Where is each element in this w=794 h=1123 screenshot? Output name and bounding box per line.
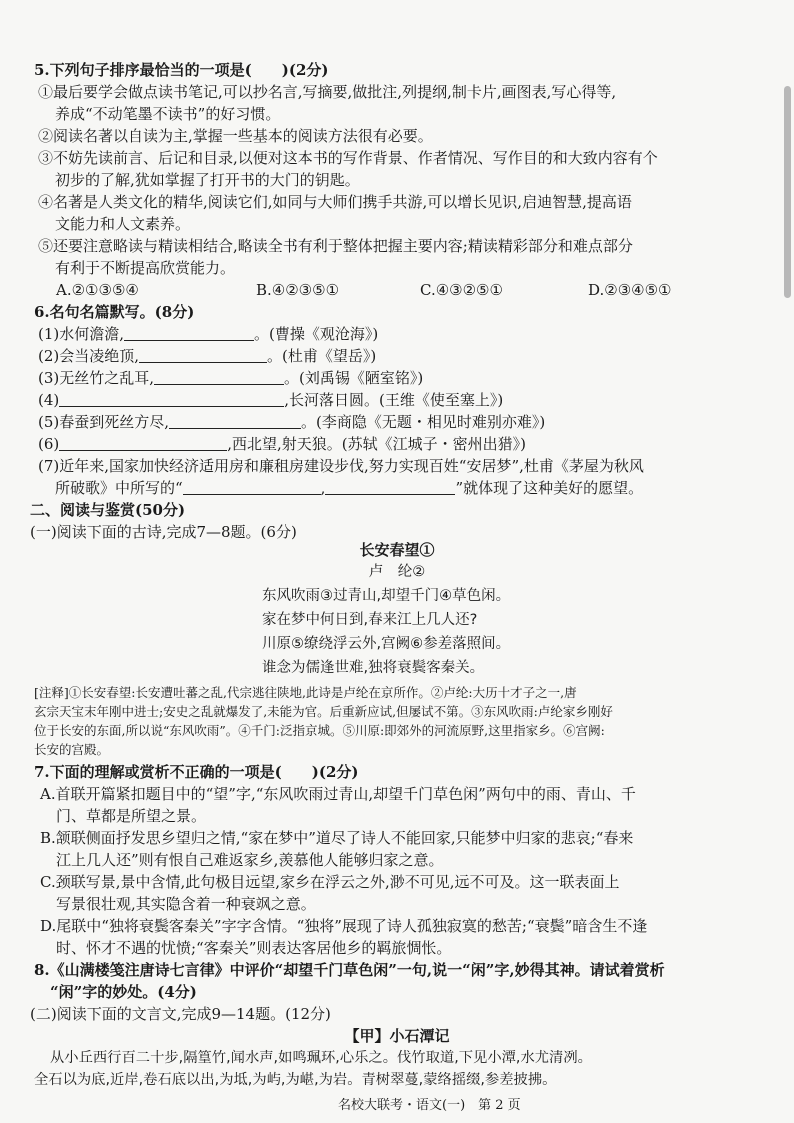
poem-note-1: [注释]①长安春望:长安遭吐蕃之乱,代宗逃往陕地,此诗是卢纶在京所作。②卢纶:大历十才子之一,唐 [34, 685, 577, 700]
q7-option-c-cont: 写景很壮观,其实隐含着一种衰飒之意。 [56, 895, 316, 913]
q7-option-a: A.首联开篇紧扣题目中的“望”字,“东风吹雨过青山,却望千门草色闲”两句中的雨、青山、千 [40, 785, 636, 803]
prose-line-1: 从小丘西行百二十步,隔篁竹,闻水声,如鸣珮环,心乐之。伐竹取道,下见小潭,水尤清冽。 [50, 1050, 592, 1066]
q7-option-a-cont: 门、草都是所望之景。 [56, 807, 207, 825]
q6-item-7-blank-1[interactable] [183, 479, 321, 495]
q6-item-6-prefix: (6) [38, 435, 60, 453]
q7-stem: 7.下面的理解或赏析不正确的一项是( )(2分) [34, 763, 359, 781]
q5-option-a: A.②①③⑤④ [56, 281, 139, 299]
q6-item-3-blank[interactable] [154, 369, 284, 385]
q6-item-3-prefix: (3)无丝竹之乱耳, [38, 369, 155, 387]
poem-title: 长安春望① [359, 541, 435, 559]
prose-title: 【甲】小石潭记 [344, 1027, 450, 1045]
part-2-heading: (二)阅读下面的文言文,完成9—14题。(12分) [30, 1005, 331, 1023]
q6-item-7-cont [55, 478, 643, 498]
q5-sentence-3: ③不妨先读前言、后记和目录,以便对这本书的写作背景、作者情况、写作目的和大致内容有个 [38, 149, 658, 167]
q5-sentence-1-cont: 养成“不动笔墨不读书”的好习惯。 [55, 105, 281, 123]
q6-item-2-suffix: 。(杜甫《望岳》) [267, 347, 377, 365]
q6-item-1-blank[interactable] [124, 325, 254, 341]
q6-item-7-quote-open: 所破歌》中所写的“ [55, 479, 183, 497]
q5-option-c: C.④③②⑤① [420, 281, 503, 299]
q6-item-6-suffix: ,西北望,射天狼。(苏轼《江城子・密州出猎》) [227, 435, 526, 453]
q6-item-7-quote-close: ”就体现了这种美好的愿望。 [455, 479, 644, 497]
poem-note-4: 长安的宫殿。 [34, 742, 110, 757]
q6-stem: 6.名句名篇默写。(8分) [34, 303, 195, 321]
poem-note-3: 位于长安的东面,所以说“东风吹雨”。④千门:泛指京城。⑤川原:即郊外的河流原野,这里指家乡。⑥宫阙: [34, 723, 605, 738]
page-footer: 名校大联考・语文(一) 第 2 页 [338, 1098, 521, 1113]
q5-option-d: D.②③④⑤① [588, 281, 672, 299]
q5-sentence-2: ②阅读名著以自读为主,掌握一些基本的阅读方法很有必要。 [38, 127, 433, 145]
q5-sentence-4-cont: 文能力和人文素养。 [55, 215, 191, 233]
q6-item-3-suffix: 。(刘禹锡《陋室铭》) [284, 369, 424, 387]
q7-option-b: B.颔联侧面抒发思乡望归之情,“家在梦中”道尽了诗人不能回家,只能梦中归家的悲哀;“春来 [40, 829, 634, 847]
poem-line-2: 家在梦中何日到,春来江上几人还? [262, 612, 478, 628]
q6-item-4-suffix: ,长河落日圆。(王维《使至塞上》) [284, 391, 504, 409]
prose-line-2: 全石以为底,近岸,卷石底以出,为坻,为屿,为嵁,为岩。青树翠蔓,蒙络摇缀,参差披拂。 [34, 1072, 557, 1088]
q6-item-2-blank[interactable] [139, 347, 267, 363]
poem-line-3: 川原⑤缭绕浮云外,宫阙⑥参差落照间。 [262, 636, 511, 652]
section-2-heading: 二、阅读与鉴赏(50分) [30, 501, 186, 519]
q5-sentence-4: ④名著是人类文化的精华,阅读它们,如同与大师们携手共游,可以增长见识,启迪智慧,提高语 [38, 193, 632, 211]
q5-sentence-1: ①最后要学会做点读书笔记,可以抄名言,写摘要,做批注,列提纲,制卡片,画图表,写心得等, [38, 83, 617, 101]
q6-item-4-prefix: (4) [38, 391, 60, 409]
q6-item-7-blank-2[interactable] [325, 479, 455, 495]
q6-item-4-blank[interactable] [59, 391, 284, 407]
q7-option-b-cont: 江上几人还”则有恨自己难返家乡,羡慕他人能够归家之意。 [56, 851, 444, 869]
q6-item-2-prefix: (2)会当凌绝顶, [38, 347, 140, 365]
q6-item-1-suffix: 。(曹操《观沧海》) [254, 325, 379, 343]
q6-item-7-comma: , [320, 479, 326, 497]
poem-line-4: 谁念为儒逢世难,独将衰鬓客秦关。 [262, 660, 485, 676]
q7-option-d-cont: 时、怀才不遇的忧愤;“客秦关”则表达客居他乡的羁旅惆怅。 [56, 939, 452, 957]
q6-item-4 [38, 390, 503, 410]
q5-sentence-5: ⑤还要注意略读与精读相结合,略读全书有利于整体把握主要内容;精读精彩部分和难点部分 [38, 237, 633, 255]
q6-item-3 [38, 368, 423, 388]
part-1-heading: (一)阅读下面的古诗,完成7—8题。(6分) [30, 523, 297, 541]
q8-stem: 8.《山满楼笺注唐诗七言律》中评价“却望千门草色闲”一句,说一“闲”字,妙得其神。请试着赏析 [34, 961, 665, 979]
q6-item-1-prefix: (1)水何澹澹, [38, 325, 125, 343]
q6-item-5-prefix: (5)春蚕到死丝方尽, [38, 413, 170, 431]
q6-item-2 [38, 346, 376, 366]
q5-sentence-5-cont: 有利于不断提高欣赏能力。 [55, 259, 236, 277]
q6-item-6 [38, 434, 526, 454]
q6-item-1 [38, 324, 378, 344]
q6-item-7: (7)近年来,国家加快经济适用房和廉租房建设步伐,努力实现百姓“安居梦”,杜甫《茅屋为秋风 [38, 457, 644, 475]
q6-item-6-blank[interactable] [59, 435, 227, 451]
q6-item-5-suffix: 。(李商隐《无题・相见时难别亦难》) [301, 413, 546, 431]
q6-item-5-blank[interactable] [169, 413, 301, 429]
q5-option-b: B.④②③⑤① [256, 281, 340, 299]
poem-note-2: 玄宗天宝末年刚中进士;安史之乱就爆发了,未能为官。后重新应试,但屡试不第。③东风吹雨:卢纶家乡刚好 [34, 704, 613, 719]
scrollbar-thumb[interactable] [784, 86, 791, 298]
q5-stem: 5.下列句子排序最恰当的一项是( )(2分) [34, 61, 329, 79]
q7-option-c: C.颈联写景,景中含情,此句极目远望,家乡在浮云之外,渺不可见,远不可及。这一联表面上 [40, 873, 620, 891]
q5-sentence-3-cont: 初步的了解,犹如掌握了打开书的大门的钥匙。 [55, 171, 360, 189]
poem-author: 卢 纶② [368, 564, 426, 580]
q6-item-5 [38, 412, 545, 432]
q7-option-d: D.尾联中“独将衰鬓客秦关”字字含情。“独将”展现了诗人孤独寂寞的愁苦;“衰鬓”暗含生不逢 [40, 917, 648, 935]
poem-line-1: 东风吹雨③过青山,却望千门④草色闲。 [262, 588, 511, 604]
q8-stem-cont: “闲”字的妙处。(4分) [50, 983, 197, 1001]
